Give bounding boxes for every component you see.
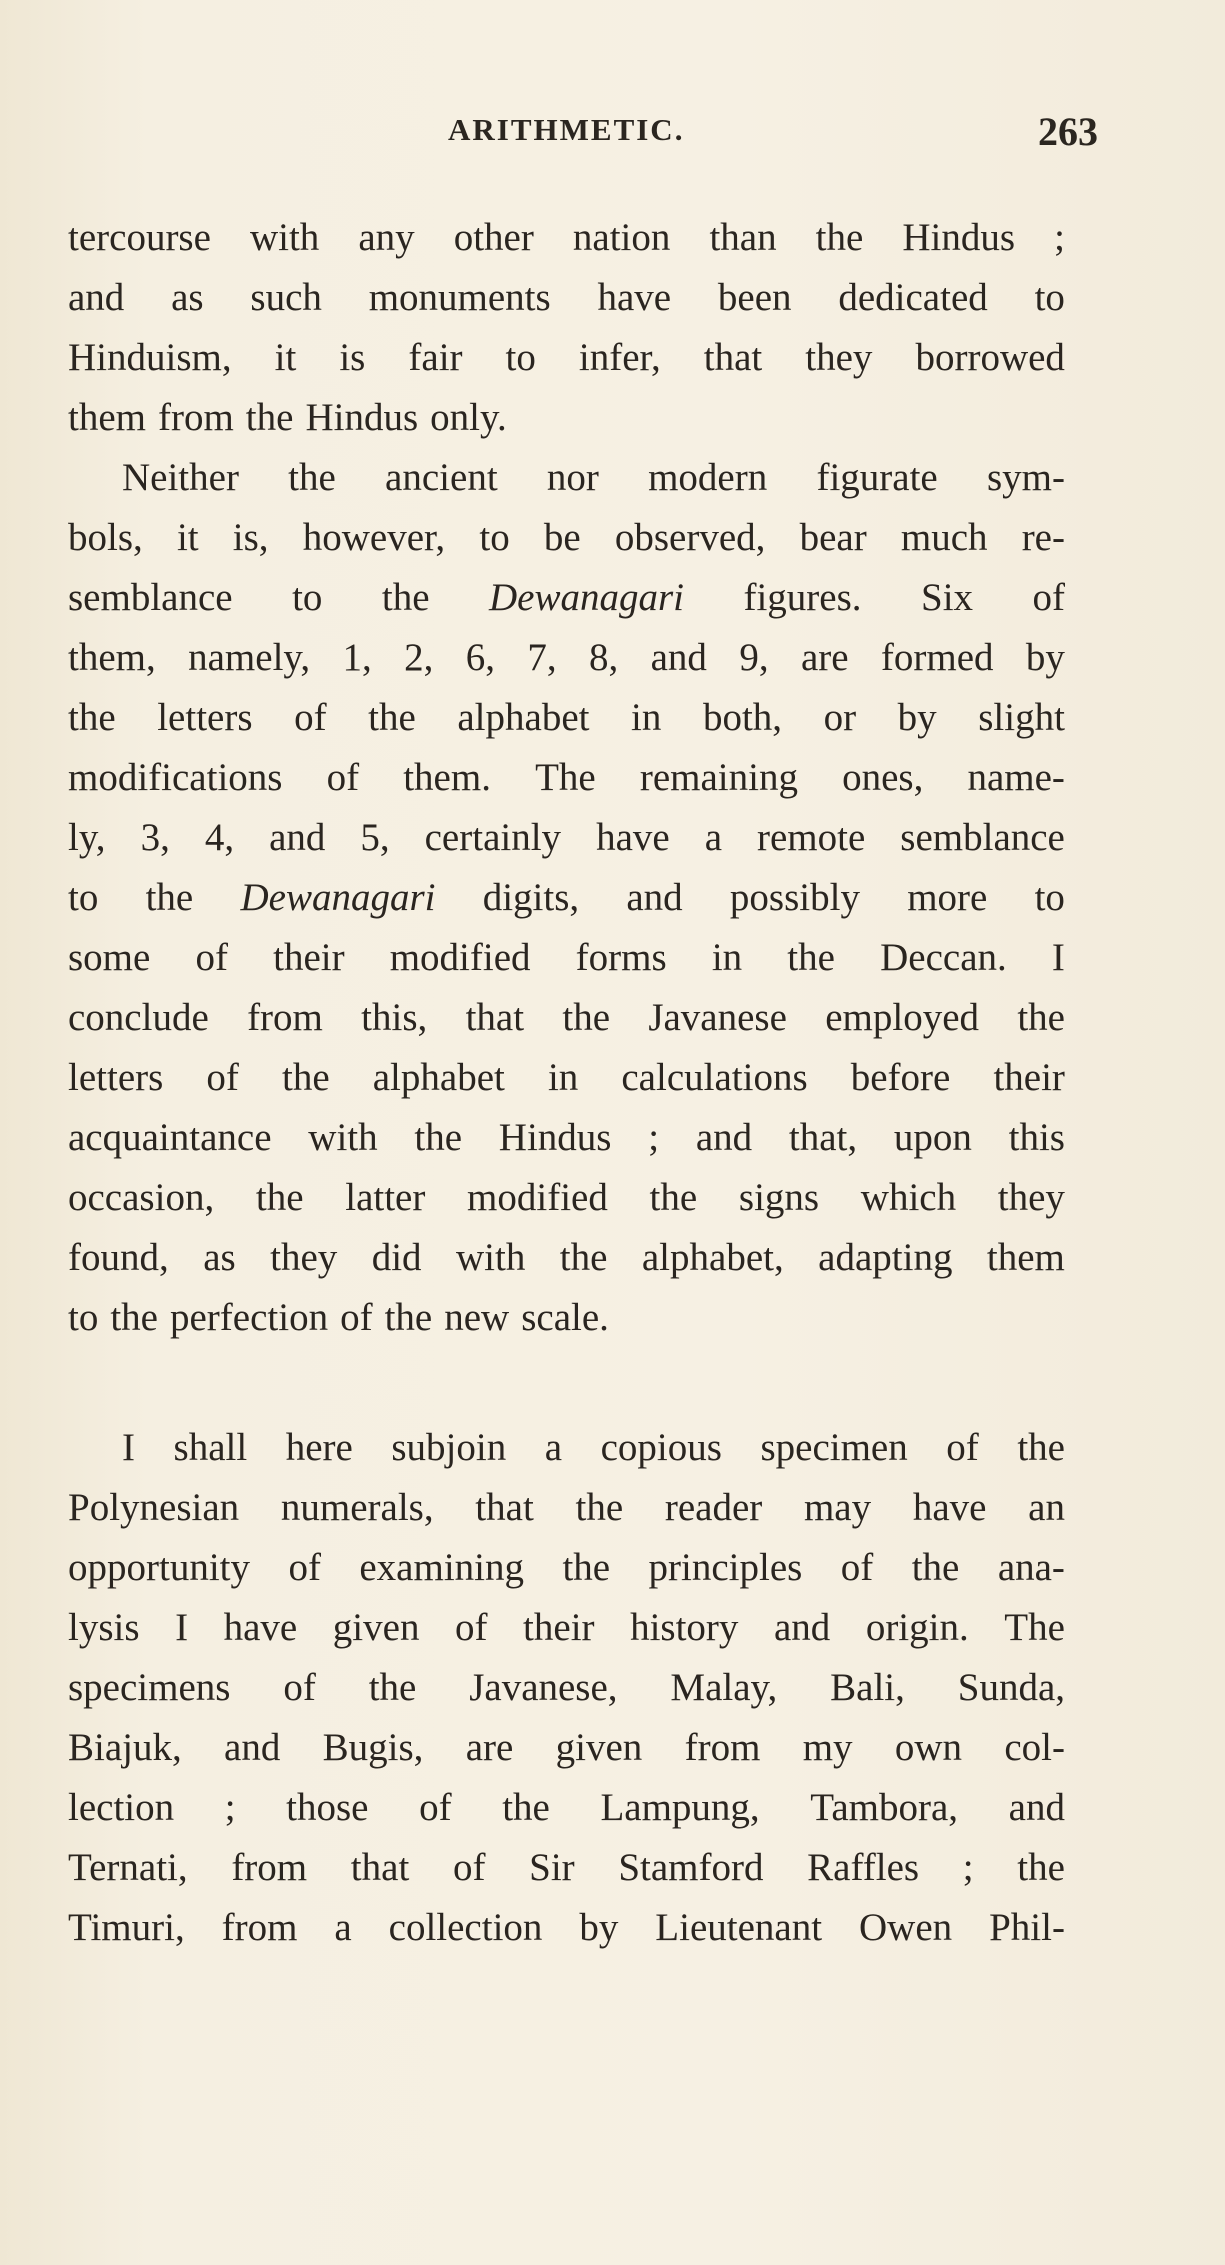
paragraph-3 [68, 1418, 1065, 1958]
text-line: them from the Hindus only. [68, 396, 507, 439]
text-line: lysis I have given of their history and origin. The [68, 1606, 1065, 1649]
text-line: and as such monuments have been dedicated to [68, 276, 1065, 319]
text-line: found, as they did with the alphabet, adapting them [68, 1236, 1065, 1279]
text-line: to the perfection of the new scale. [68, 1296, 609, 1339]
text-line: conclude from this, that the Javanese employed the [68, 996, 1065, 1039]
text-line: acquaintance with the Hindus ; and that, upon this [68, 1116, 1065, 1159]
text-line: the letters of the alphabet in both, or by slight [68, 696, 1065, 739]
text-line: occasion, the latter modified the signs which they [68, 1176, 1065, 1219]
paragraph-2 [68, 448, 1065, 1348]
text-line: lection ; those of the Lampung, Tambora, and [68, 1786, 1065, 1829]
page-number: 263 [1038, 109, 1098, 154]
text-line: Polynesian numerals, that the reader may have an [68, 1486, 1065, 1529]
text-line: Biajuk, and Bugis, are given from my own col- [68, 1726, 1065, 1769]
text-line: letters of the alphabet in calculations before their [68, 1056, 1065, 1099]
text-line: Ternati, from that of Sir Stamford Raffles ; the [68, 1846, 1065, 1889]
text-line: ly, 3, 4, and 5, certainly have a remote semblance [68, 816, 1065, 859]
text-line: tercourse with any other nation than the Hindus ; [68, 216, 1065, 259]
running-title: ARITHMETIC. [448, 112, 685, 147]
text-line: Timuri, from a collection by Lieutenant Owen Phil- [68, 1906, 1065, 1949]
text-line: some of their modified forms in the Deccan. I [68, 936, 1065, 979]
text-line: Hinduism, it is fair to infer, that they borrowed [68, 336, 1065, 379]
text-line: Neither the ancient nor modern figurate sym- [122, 456, 1065, 499]
page-header [68, 108, 1098, 158]
text-line: semblance to the Dewanagari figures. Six of [68, 576, 1065, 619]
text-line: specimens of the Javanese, Malay, Bali, Sunda, [68, 1666, 1065, 1709]
text-line: to the Dewanagari digits, and possibly more to [68, 876, 1065, 919]
text-line: opportunity of examining the principles of the ana- [68, 1546, 1065, 1589]
text-line: them, namely, 1, 2, 6, 7, 8, and 9, are formed by [68, 636, 1065, 679]
text-line: modifications of them. The remaining ones, name- [68, 756, 1065, 799]
text-line: I shall here subjoin a copious specimen of the [122, 1426, 1065, 1469]
text-line: bols, it is, however, to be observed, bear much re- [68, 516, 1065, 559]
paragraph-1 [68, 208, 1065, 448]
